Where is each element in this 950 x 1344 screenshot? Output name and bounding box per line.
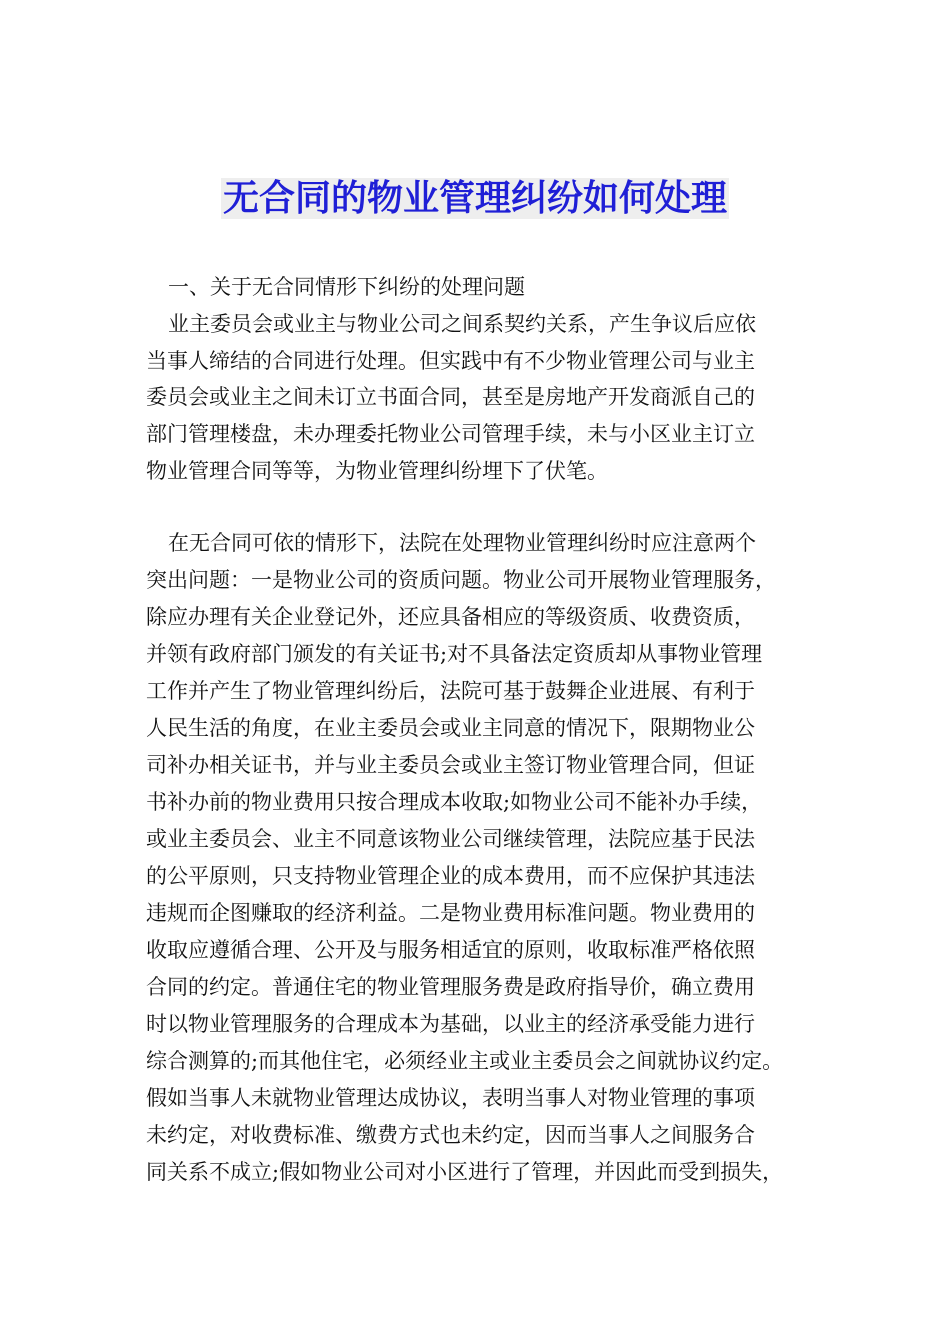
paragraph-line: 同关系不成立;假如物业公司对小区进行了管理，并因此而受到损失， [146, 1160, 784, 1184]
paragraph-line: 并领有政府部门颁发的有关证书;对不具备法定资质却从事物业管理 [146, 642, 763, 666]
paragraph-line: 合同的约定。普通住宅的物业管理服务费是政府指导价，确立费用 [146, 975, 755, 999]
paragraph-line: 书补办前的物业费用只按合理成本收取;如物业公司不能补办手续， [146, 790, 763, 814]
paragraph-line: 部门管理楼盘，未办理委托物业公司管理手续，未与小区业主订立 [146, 422, 755, 446]
paragraph-line: 当事人缔结的合同进行处理。但实践中有不少物业管理公司与业主 [146, 349, 755, 373]
paragraph-line: 在无合同可依的情形下，法院在处理物业管理纠纷时应注意两个 [168, 531, 756, 555]
paragraph-line: 物业管理合同等等，为物业管理纠纷埋下了伏笔。 [146, 459, 608, 483]
document-title-text: 无合同的物业管理纠纷如何处理 [222, 178, 727, 219]
section-heading: 一、关于无合同情形下纠纷的处理问题 [168, 275, 525, 299]
document-title [0, 172, 950, 226]
paragraph-line: 工作并产生了物业管理纠纷后，法院可基于鼓舞企业进展、有利于 [146, 679, 755, 703]
paragraph-line: 突出问题：一是物业公司的资质问题。物业公司开展物业管理服务， [146, 568, 776, 592]
paragraph-line: 收取应遵循合理、公开及与服务相适宜的原则，收取标准严格依照 [146, 938, 755, 962]
paragraph-line: 业主委员会或业主与物业公司之间系契约关系，产生争议后应依 [168, 312, 756, 336]
paragraph-line: 除应办理有关企业登记外，还应具备相应的等级资质、收费资质， [146, 605, 755, 629]
paragraph-line: 未约定，对收费标准、缴费方式也未约定，因而当事人之间服务合 [146, 1123, 755, 1147]
paragraph-line: 委员会或业主之间未订立书面合同，甚至是房地产开发商派自己的 [146, 385, 755, 409]
paragraph-line: 假如当事人未就物业管理达成协议，表明当事人对物业管理的事项 [146, 1086, 755, 1110]
paragraph-line: 人民生活的角度，在业主委员会或业主同意的情况下，限期物业公 [146, 716, 755, 740]
paragraph-line: 的公平原则，只支持物业管理企业的成本费用，而不应保护其违法 [146, 864, 755, 888]
paragraph-line: 或业主委员会、业主不同意该物业公司继续管理，法院应基于民法 [146, 827, 755, 851]
paragraph-line: 时以物业管理服务的合理成本为基础，以业主的经济承受能力进行 [146, 1012, 755, 1036]
paragraph-line: 综合测算的;而其他住宅，必须经业主或业主委员会之间就协议约定。 [146, 1049, 784, 1073]
paragraph-line: 司补办相关证书，并与业主委员会或业主签订物业管理合同，但证 [146, 753, 755, 777]
paragraph-line: 违规而企图赚取的经济利益。二是物业费用标准问题。物业费用的 [146, 901, 755, 925]
